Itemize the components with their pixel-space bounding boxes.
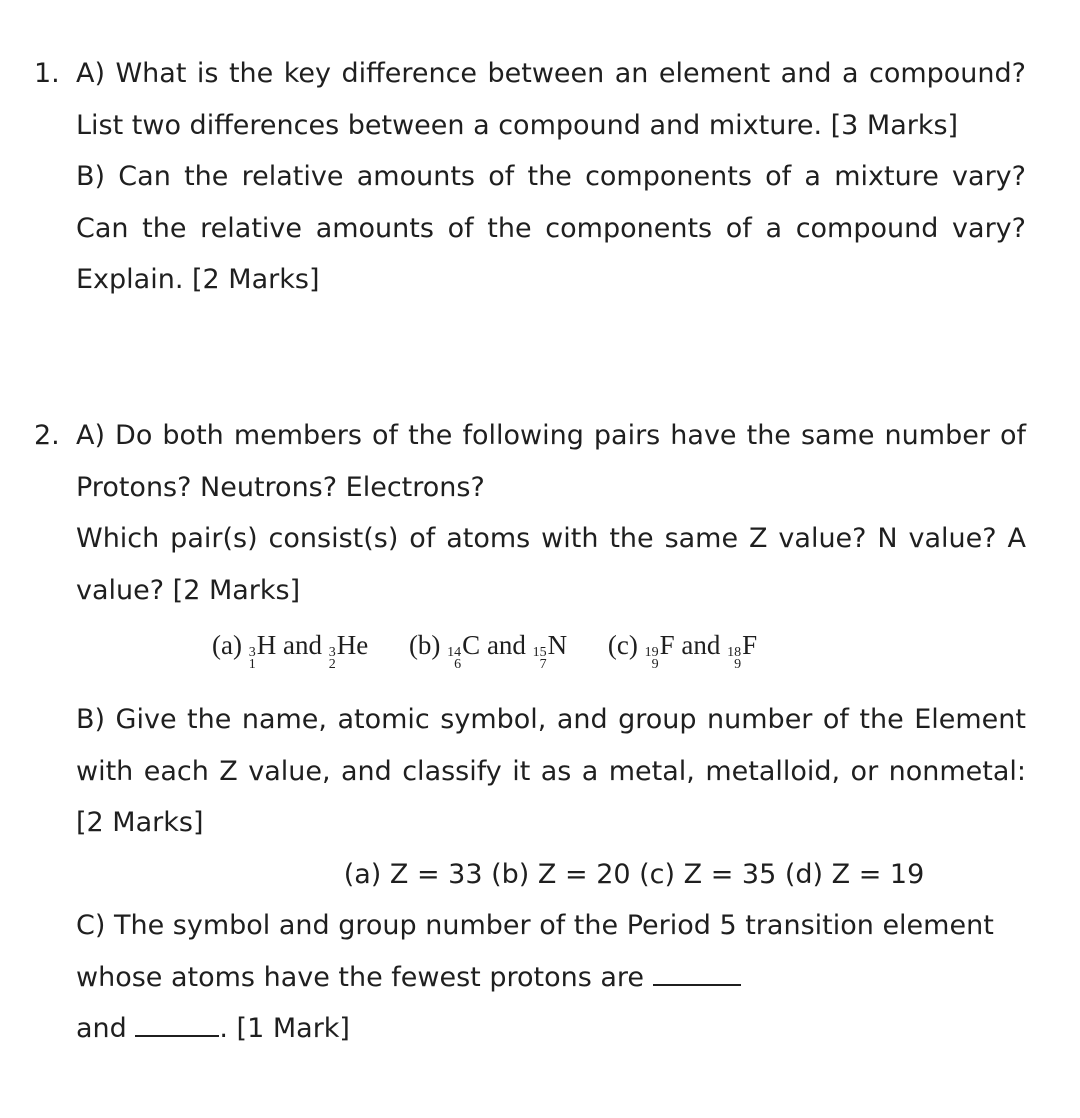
atomic-number: 2 — [328, 657, 336, 672]
atomic-number: 6 — [454, 657, 462, 672]
question-2-part-a — [76, 410, 1026, 616]
isotope-pair-c — [608, 630, 757, 671]
isotope-pairs — [212, 630, 791, 671]
pair-b-el2-numbers — [533, 647, 547, 671]
isotope-pair-b — [409, 630, 567, 671]
joiner-text: and — [486, 630, 526, 660]
isotope-pair-a — [212, 630, 368, 671]
question-1-part-b: B) Can the relative amounts of the components of a mixture vary? Can the relative amounts of the components of a compound vary? Explain. [2 Marks] — [76, 161, 1026, 295]
mass-number: 3 — [248, 645, 256, 660]
part-c-text: C) The symbol and group number of the Period 5 transition element whose atoms have the fewest protons are — [76, 910, 994, 993]
part-c-and: and — [76, 1013, 127, 1044]
mass-number: 14 — [447, 645, 462, 660]
part-c-marks: . [1 Mark] — [219, 1013, 350, 1044]
answer-blank-2[interactable] — [135, 1034, 219, 1037]
pair-b-label: (b) — [408, 630, 441, 660]
element-symbol: N — [547, 630, 568, 660]
element-symbol: He — [336, 630, 369, 660]
answer-blank-1[interactable] — [653, 983, 741, 986]
atomic-number: 1 — [248, 657, 256, 672]
question-2-number: 2. — [34, 420, 60, 451]
pair-a-label: (a) — [212, 630, 242, 660]
pair-a-el2-numbers — [329, 647, 336, 671]
pair-b-el1-numbers — [447, 647, 461, 671]
question-2-z-values: (a) Z = 33 (b) Z = 20 (c) Z = 35 (d) Z = 19 — [343, 858, 925, 890]
atomic-number: 9 — [651, 657, 659, 672]
pair-c-label: (c) — [607, 630, 638, 660]
element-symbol: H — [256, 630, 277, 660]
question-2-part-b: B) Give the name, atomic symbol, and group number of the Element with each Z value, and classify it as a metal, metalloid, or nonmetal: [2 Marks] — [76, 704, 1026, 838]
element-symbol: F — [659, 630, 675, 660]
joiner-text: and — [282, 630, 322, 660]
joiner-text: and — [681, 630, 721, 660]
mass-number: 19 — [644, 645, 659, 660]
atomic-number: 9 — [734, 657, 742, 672]
question-2-part-c — [76, 900, 1026, 1055]
pair-c-el2-numbers — [727, 647, 741, 671]
pair-a-el1-numbers — [249, 647, 256, 671]
mass-number: 3 — [328, 645, 336, 660]
element-symbol: C — [462, 630, 481, 660]
question-1-part-a: A) What is the key difference between an element and a compound? List two differences between a compound and mixture. [3 Marks] — [76, 58, 1026, 141]
mass-number: 18 — [727, 645, 742, 660]
atomic-number: 7 — [539, 657, 547, 672]
element-symbol: F — [742, 630, 758, 660]
question-2-part-a-line-2: Which pair(s) consist(s) of atoms with the same Z value? N value? A value? [2 Marks] — [76, 523, 1026, 606]
pair-c-el1-numbers — [645, 647, 659, 671]
question-2-part-b-c — [76, 694, 1026, 1055]
question-1-number: 1. — [34, 58, 60, 89]
mass-number: 15 — [532, 645, 547, 660]
question-1 — [76, 48, 1026, 306]
question-2-part-a-line-1: A) Do both members of the following pairs have the same number of Protons? Neutrons? Electrons? — [76, 420, 1026, 503]
